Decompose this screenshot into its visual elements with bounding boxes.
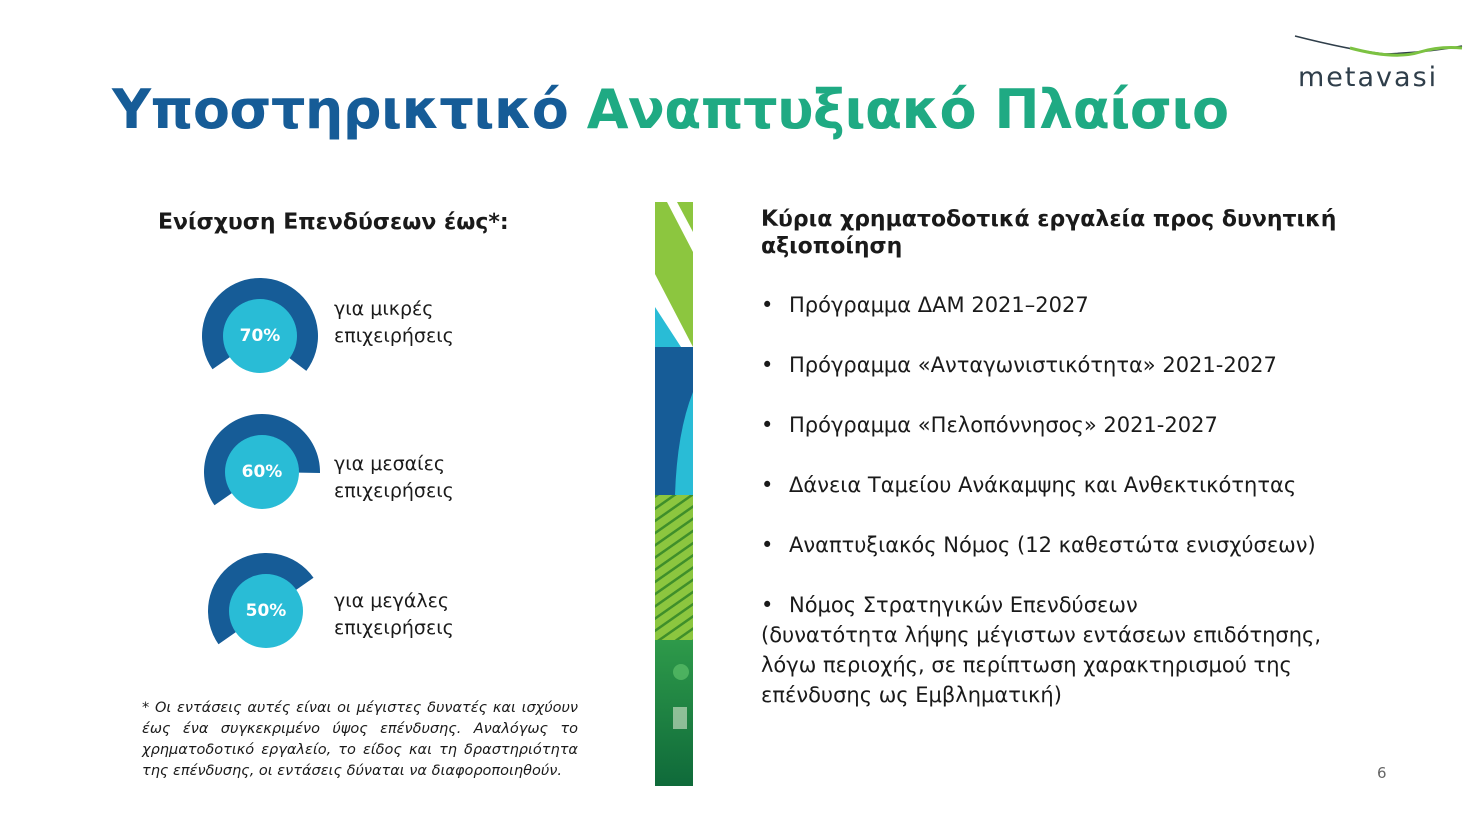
donut-label-small-line1: για μικρές [334,298,434,320]
donut-chart-small [200,276,320,396]
list-item [761,590,1361,710]
list-item [761,470,1361,500]
bullet-text: Νόμος Στρατηγικών Επενδύσεων [789,593,1138,617]
page-number: 6 [1377,764,1387,782]
bullet-dot-icon: • [761,293,774,317]
donut-label-medium [334,451,454,505]
funding-tools-heading: Κύρια χρηματοδοτικά εργαλεία προς δυνητική αξιοποίηση [761,207,1337,259]
bullet-text: Δάνεια Ταμείου Ανάκαμψης και Ανθεκτικότητας [789,473,1297,497]
page-title [112,78,1229,141]
list-item [761,350,1361,380]
funding-tools-list [761,290,1361,740]
donut-label-large-line1: για μεγάλες [334,590,450,612]
bullet-text: Πρόγραμμα «Ανταγωνιστικότητα» 2021-2027 [789,353,1277,377]
title-part-1: Υποστηρικτικό [112,78,569,141]
bullet-dot-icon: • [761,533,774,557]
metavasi-logo [1290,30,1465,100]
donut-chart-medium [202,412,322,532]
logo-text: metavasi [1298,62,1439,93]
list-item [761,290,1361,320]
bullet-subtext: (δυνατότητα λήψης μέγιστων εντάσεων επιδότησης, λόγω περιοχής, σε περίπτωση χαρακτηρισμού της επένδυσης ως Εμβληματική) [761,623,1322,707]
donut-label-medium-line1: για μεσαίες [334,453,446,475]
donut-label-small-line2: επιχειρήσεις [334,325,454,347]
list-item [761,410,1361,440]
donut-label-small [334,296,454,350]
donut-label-large-line2: επιχειρήσεις [334,617,454,639]
bullet-dot-icon: • [761,593,774,617]
bullet-dot-icon: • [761,473,774,497]
donut-chart-large [206,551,326,671]
decorative-image-strip [655,202,693,786]
donut-label-medium-line2: επιχειρήσεις [334,480,454,502]
intensity-footnote: * Οι εντάσεις αυτές είναι οι μέγιστες δυνατές και ισχύουν έως ένα συγκεκριμένο ύψος επένδυσης. Αναλόγως το χρηματοδοτικό εργαλείο, το είδος και τη δραστηριότητα της επένδυσης, οι εντάσεις δύναται να διαφοροποιηθούν. [142,700,578,779]
list-item [761,530,1361,560]
bullet-text: Πρόγραμμα «Πελοπόννησος» 2021-2027 [789,413,1218,437]
investment-support-heading: Ενίσχυση Επενδύσεων έως*: [158,210,509,235]
donut-percent-large: 50% [245,601,287,621]
bullet-text: Πρόγραμμα ΔΑΜ 2021–2027 [789,293,1089,317]
bullet-text: Αναπτυξιακός Νόμος (12 καθεστώτα ενισχύσεων) [789,533,1316,557]
donut-label-large [334,588,454,642]
donut-percent-medium: 60% [241,462,283,482]
bullet-dot-icon: • [761,353,774,377]
donut-percent-small: 70% [239,326,281,346]
title-part-2: Αναπτυξιακό Πλαίσιο [586,78,1229,141]
bullet-dot-icon: • [761,413,774,437]
